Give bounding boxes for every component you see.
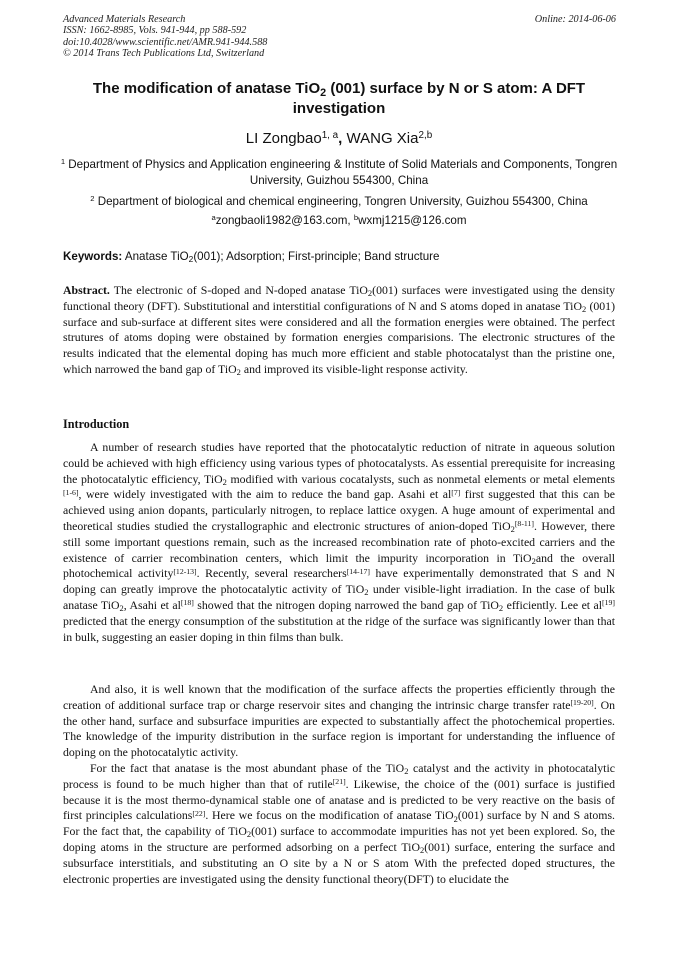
- abstract-label: Abstract.: [63, 283, 110, 297]
- text: (001) surface to accommodate impurities has not yet been explored. So, the doping atoms in the structure are performed adsorbing on a perfect TiO: [63, 824, 616, 854]
- keywords-text: (001); Adsorption; First-principle; Band structure: [193, 250, 440, 263]
- doi-line[interactable]: doi:10.4028/www.scientific.net/AMR.941-944.588: [63, 36, 268, 48]
- author-line: [60, 130, 618, 147]
- sub: 2: [404, 766, 409, 777]
- title-part: The modification of anatase TiO: [92, 80, 321, 97]
- sub: 2: [222, 476, 227, 487]
- sub: 2: [419, 845, 425, 856]
- text: . Likewise, the choice of the (001) surface is justified because it is the most thermo-dynamical stable one of anatase and is predicted to be very reactive on the basis of first principles calculations: [63, 776, 615, 823]
- text: A number of research studies have reported that the photocatalytic reduction of nitrate in aqueous solution could be achieved with high efficiency using various types of photocatalysts. As essential prerequisite for increasing the photocatalytic efficiency, TiO: [63, 440, 615, 486]
- journal-header: [63, 14, 267, 59]
- abstract-text: The electronic of S-doped and N-doped anatase TiO: [109, 283, 368, 297]
- email-a[interactable]: zongbaoli1982@163.com,: [215, 214, 354, 227]
- sub: 2: [119, 603, 124, 614]
- author-name: LI Zongbao: [245, 130, 322, 147]
- online-date: Online: 2014-06-06: [534, 14, 616, 25]
- affiliation-2: [60, 194, 618, 210]
- text: efficiently. Lee et al: [503, 597, 603, 612]
- author-sep: ,: [338, 130, 347, 147]
- sub: 2: [236, 367, 241, 378]
- sub: 2: [510, 524, 515, 535]
- intro-paragraph-1: [63, 440, 615, 645]
- text: . Here we focus on the modification of anatase TiO: [205, 808, 454, 823]
- text: first suggested that this can be achieved using anion dopants, particularly nitrogen, to replace lattice oxygen. A huge amount of experimental and theoretical studies studied the crystallographic and electronic structures of anion-doped TiO: [63, 487, 615, 533]
- text: , Asahi et al: [123, 597, 181, 612]
- citation[interactable]: [1-6]: [63, 487, 79, 497]
- intro-paragraph-2: [63, 682, 615, 761]
- keywords-line: [63, 250, 618, 263]
- text: catalyst and the activity in photocatalytic process is found to be much higher than that of rutile: [63, 761, 615, 791]
- copyright-line: © 2014 Trans Tech Publications Ltd, Switzerland: [63, 47, 265, 59]
- text: and the overall photochemical activity: [63, 550, 615, 581]
- citation[interactable]: [12-13]: [173, 566, 197, 576]
- text: , were widely investigated with the aim to reduce the band gap. Asahi et al: [78, 487, 452, 502]
- citation[interactable]: [19]: [602, 598, 615, 608]
- author-sup: 2,b: [418, 130, 433, 142]
- citation[interactable]: [18]: [180, 598, 194, 608]
- affiliation-1: [60, 157, 618, 188]
- author-name: WANG Xia: [346, 130, 419, 147]
- email-line: [60, 214, 618, 227]
- issn-line: ISSN: 1662-8985, Vols. 941-944, pp 588-592: [63, 25, 247, 37]
- keywords-sub: 2: [188, 254, 194, 265]
- sub: 2: [453, 813, 458, 824]
- citation[interactable]: [7]: [451, 487, 461, 497]
- abstract-text: (001) surface and sub-surface at different sites were considered and all the formation energies were obtained. The perfect strutures of atoms doping were obstained by formation energies comparisions. The electronic structures of the results indicated that the elemental doping has much more efficient and stable photocatalyst than the pristine one, which narrowed the band gap of TiO: [63, 298, 615, 376]
- email-sup: a: [211, 213, 216, 223]
- text: (001) surface, entering the surface and subsurface interstitials, and substituting an O site by a N or S atom With the prefected doped structures, the electronic properties are investigated using the density functional theory(DFT) to elucidate the: [63, 839, 616, 886]
- affiliation-sup: 1: [60, 157, 66, 167]
- title-part: (001) surface by N or S atom: A DFT investigation: [292, 80, 586, 117]
- text: (001) surface by N and S atoms. For the fact that, the capability of TiO: [63, 808, 616, 839]
- section-heading-introduction: Introduction: [63, 417, 130, 431]
- sub: 2: [581, 304, 587, 314]
- abstract-text: (001) surfaces were investigated using the density functional theory (DFT). Substitutional and interstitial configurations of N and S atoms doped in anatase TiO: [63, 283, 616, 313]
- text: . On the other hand, surface and subsurface impurities are expected to substantially affect the photochemical properties. The knowledge of the impurity distribution in the surface region is important for understanding the influence of doping on the photocatalytic activity.: [63, 697, 615, 760]
- author-sup: 1, a: [321, 130, 339, 142]
- citation[interactable]: [19-20]: [570, 698, 594, 708]
- affiliation-text: Department of Physics and Application engineering & Institute of Solid Materials and Components, Tongren University, Guizhou 554300, China: [65, 158, 618, 187]
- keywords-text: Anatase TiO: [122, 250, 189, 263]
- text: modified with various cocatalysts, such as nonmetal elements or metal elements: [226, 471, 615, 486]
- citation[interactable]: [14-17]: [346, 566, 370, 576]
- citation[interactable]: [8-11]: [514, 519, 534, 529]
- text: showed that the nitrogen doping narrowed the band gap of TiO: [193, 597, 499, 612]
- citation[interactable]: [21]: [332, 777, 346, 787]
- text: . Recently, several researchers: [196, 566, 347, 581]
- text: . However, there still some important questions remain, such as the increased recombination rate of photo-excited carriers and the existence of carrier recombination centers, which limit the impurity incorporation in TiO: [63, 518, 616, 565]
- text: have experimentally demonstrated that S and N doping can greatly improve the photocatalytic activity of TiO: [63, 566, 615, 597]
- sub: 2: [246, 829, 252, 840]
- abstract: [63, 283, 615, 378]
- title-sub: 2: [320, 86, 327, 99]
- journal-name: Advanced Materials Research: [63, 14, 186, 25]
- affiliation-sup: 2: [90, 194, 95, 204]
- paper-title: [60, 79, 618, 119]
- sub: 2: [531, 555, 536, 566]
- citation[interactable]: [22]: [192, 808, 206, 818]
- sub: 2: [364, 587, 369, 598]
- text: under visible-light irradiation. In the case of bulk anatase TiO: [63, 582, 615, 612]
- intro-paragraph-3: [63, 761, 615, 887]
- text: predicted that the energy consumption of the substitution at the ridge of the surface was significantly lower than that in bulk, suggesting an easier doping in thin films than bulk.: [63, 613, 615, 644]
- affiliation-text: Department of biological and chemical engineering, Tongren University, Guizhou 554300, China: [94, 195, 588, 208]
- sub: 2: [367, 288, 373, 299]
- abstract-text: and improved its visible-light response activity.: [240, 361, 468, 376]
- text: For the fact that anatase is the most abundant phase of the TiO: [90, 761, 405, 775]
- email-b[interactable]: wxmj1215@126.com: [358, 214, 467, 227]
- email-sup: b: [353, 213, 359, 223]
- sub: 2: [498, 603, 504, 614]
- keywords-label: Keywords:: [63, 250, 123, 263]
- text: And also, it is well known that the modification of the surface affects the properties efficiently through the creation of additional surface trap or charge reservoir sites and changing the intrinsic charge transfer rate: [63, 682, 615, 712]
